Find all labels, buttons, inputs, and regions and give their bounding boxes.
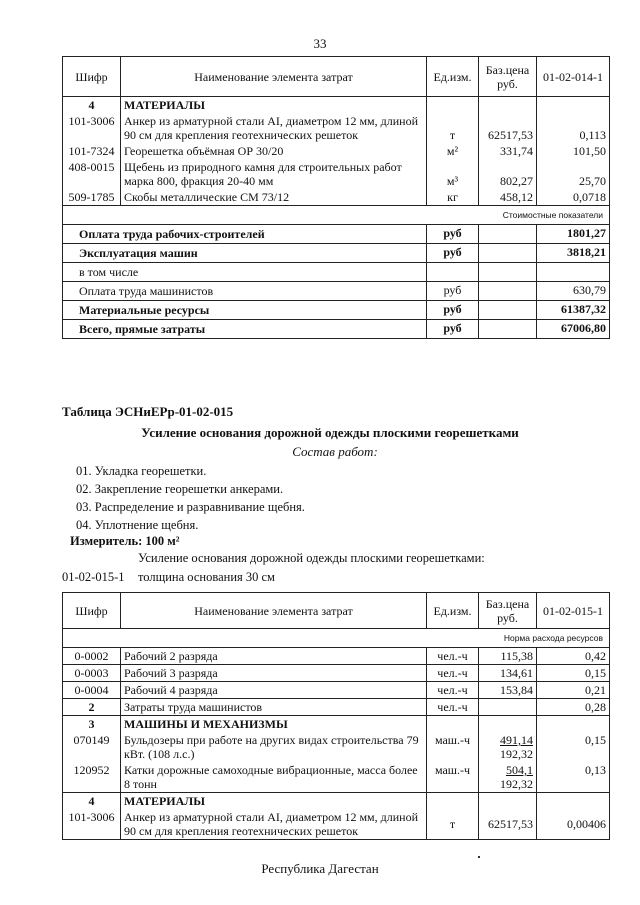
resource-code: 101-3006 <box>63 113 121 143</box>
summary-name: Материальные ресурсы <box>63 301 427 320</box>
footer-region: Республика Дагестан <box>261 861 379 876</box>
price-total: 491,14 <box>500 733 533 747</box>
summary-name: Оплата труда рабочих-строителей <box>63 225 427 244</box>
price-total: 504,1 <box>506 763 533 777</box>
base-price: 62517,53 <box>479 809 537 840</box>
work-item: 02. Закрепление георешетки анкерами. <box>76 482 284 496</box>
summary-row <box>63 320 610 339</box>
unit <box>427 263 479 282</box>
base-price <box>479 301 537 320</box>
resource-name: Щебень из природного камня для строительных работ марка 800, фракция 20-40 мм <box>121 159 427 189</box>
unit: м³ <box>427 159 479 189</box>
resource-name: Скобы металлические СМ 73/12 <box>121 189 427 206</box>
norm-value: 0,21 <box>537 682 610 699</box>
resource-code: 408-0015 <box>63 159 121 189</box>
table-row <box>63 682 610 699</box>
resource-code: 0-0004 <box>63 682 121 699</box>
summary-name: Эксплуатация машин <box>63 244 427 263</box>
resource-name: Бульдозеры при работе на других видах строительства 79 кВт. (108 л.с.) <box>121 732 427 762</box>
header-unit: Ед.изм. <box>427 57 479 97</box>
resource-code: 070149 <box>63 732 121 762</box>
base-price: 62517,53 <box>479 113 537 143</box>
norm-value: 0,15 <box>537 732 610 762</box>
base-price <box>479 732 537 762</box>
work-item: 01. Укладка георешетки. <box>76 464 207 478</box>
table-title: Таблица ЭСНиЕРр-01-02-015 <box>62 404 234 419</box>
work-item: 04. Уплотнение щебня. <box>76 518 199 532</box>
unit: руб <box>427 301 479 320</box>
resource-name: Катки дорожные самоходные вибрационные, масса более 8 тонн <box>121 762 427 793</box>
unit: т <box>427 113 479 143</box>
unit: руб <box>427 320 479 339</box>
norm-label: Норма расхода ресурсов <box>63 629 610 648</box>
resource-code: 101-3006 <box>63 809 121 840</box>
summary-row <box>63 244 610 263</box>
table-row <box>63 648 610 665</box>
base-price: 115,38 <box>479 648 537 665</box>
header-unit: Ед.изм. <box>427 593 479 629</box>
table-code: 01-02-015-1 <box>62 570 125 584</box>
cost-indicators-label: Стоимостные показатели <box>63 206 610 225</box>
base-price <box>479 762 537 793</box>
table-row <box>63 159 610 189</box>
summary-row <box>63 282 610 301</box>
resource-name: Рабочий 2 разряда <box>121 648 427 665</box>
resource-name: Рабочий 3 разряда <box>121 665 427 682</box>
summary-row <box>63 301 610 320</box>
summary-value: 67006,80 <box>537 320 610 339</box>
header-code-col: 01-02-014-1 <box>537 57 610 97</box>
header-price: Баз.цена руб. <box>479 593 537 629</box>
measure-label: Измеритель: 100 м² <box>70 534 180 548</box>
summary-value: 1801,27 <box>537 225 610 244</box>
section-title: МАШИНЫ И МЕХАНИЗМЫ <box>121 716 427 733</box>
unit: чел.-ч <box>427 665 479 682</box>
base-price <box>479 263 537 282</box>
norm-value: 0,15 <box>537 665 610 682</box>
table-row <box>63 809 610 840</box>
table-description: Усиление основания дорожной одежды плоскими георешетками: <box>138 551 485 565</box>
base-price <box>479 244 537 263</box>
unit: чел.-ч <box>427 699 479 716</box>
base-price: 802,27 <box>479 159 537 189</box>
section-number: 4 <box>63 793 121 810</box>
norm-value: 0,0718 <box>537 189 610 206</box>
summary-name: Всего, прямые затраты <box>63 320 427 339</box>
base-price: 134,61 <box>479 665 537 682</box>
unit: маш.-ч <box>427 732 479 762</box>
header-price: Баз.цена руб. <box>479 57 537 97</box>
section-number: 4 <box>63 97 121 114</box>
unit: руб <box>427 282 479 301</box>
norm-value: 0,113 <box>537 113 610 143</box>
norm-value: 101,50 <box>537 143 610 159</box>
summary-name: в том числе <box>63 263 427 282</box>
resource-name: Рабочий 4 разряда <box>121 682 427 699</box>
norm-value: 0,13 <box>537 762 610 793</box>
summary-value: 61387,32 <box>537 301 610 320</box>
base-price <box>479 225 537 244</box>
unit: чел.-ч <box>427 648 479 665</box>
unit: кг <box>427 189 479 206</box>
price-wage: 192,32 <box>500 747 533 761</box>
norm-value: 0,28 <box>537 699 610 716</box>
norm-value: 0,00406 <box>537 809 610 840</box>
norm-value: 25,70 <box>537 159 610 189</box>
table-row <box>63 665 610 682</box>
table-row <box>63 143 610 159</box>
resource-code: 101-7324 <box>63 143 121 159</box>
summary-value <box>537 263 610 282</box>
table-row <box>63 732 610 762</box>
section-name: Затраты труда машинистов <box>121 699 427 716</box>
thickness-label: толщина основания 30 см <box>138 570 275 584</box>
section-title: МАТЕРИАЛЫ <box>121 97 427 114</box>
summary-value: 3818,21 <box>537 244 610 263</box>
header-name: Наименование элемента затрат <box>121 593 427 629</box>
footer-dot <box>478 856 480 858</box>
header-code: Шифр <box>63 593 121 629</box>
unit: т <box>427 809 479 840</box>
resource-code: 0-0002 <box>63 648 121 665</box>
resource-table-1 <box>62 56 610 339</box>
unit: м² <box>427 143 479 159</box>
price-wage: 192,32 <box>500 777 533 791</box>
summary-value: 630,79 <box>537 282 610 301</box>
section-title: МАТЕРИАЛЫ <box>121 793 427 810</box>
table-row <box>63 762 610 793</box>
section-number: 3 <box>63 716 121 733</box>
table-heading: Усиление основания дорожной одежды плоскими георешетками <box>141 425 519 440</box>
works-title: Состав работ: <box>292 444 378 459</box>
norm-value: 0,42 <box>537 648 610 665</box>
work-item: 03. Распределение и разравнивание щебня. <box>76 500 305 514</box>
header-code: Шифр <box>63 57 121 97</box>
unit: чел.-ч <box>427 682 479 699</box>
resource-table-2 <box>62 592 610 840</box>
table-row <box>63 189 610 206</box>
summary-row <box>63 225 610 244</box>
summary-name: Оплата труда машинистов <box>63 282 427 301</box>
section-number: 2 <box>63 699 121 716</box>
resource-name: Анкер из арматурной стали AI, диаметром 12 мм, длиной 90 см для крепления геотехнических решеток <box>121 113 427 143</box>
unit: руб <box>427 244 479 263</box>
base-price <box>479 320 537 339</box>
resource-code: 0-0003 <box>63 665 121 682</box>
unit: руб <box>427 225 479 244</box>
summary-row <box>63 263 610 282</box>
page-number: 33 <box>313 36 327 51</box>
resource-name: Георешетка объёмная ОР 30/20 <box>121 143 427 159</box>
unit: маш.-ч <box>427 762 479 793</box>
table-row <box>63 113 610 143</box>
works-list <box>76 462 305 534</box>
resource-name: Анкер из арматурной стали AI, диаметром 12 мм, длиной 90 см для крепления геотехнических решеток <box>121 809 427 840</box>
base-price: 458,12 <box>479 189 537 206</box>
header-name: Наименование элемента затрат <box>121 57 427 97</box>
base-price <box>479 282 537 301</box>
base-price: 153,84 <box>479 682 537 699</box>
base-price: 331,74 <box>479 143 537 159</box>
resource-code: 120952 <box>63 762 121 793</box>
header-code-col: 01-02-015-1 <box>537 593 610 629</box>
resource-code: 509-1785 <box>63 189 121 206</box>
